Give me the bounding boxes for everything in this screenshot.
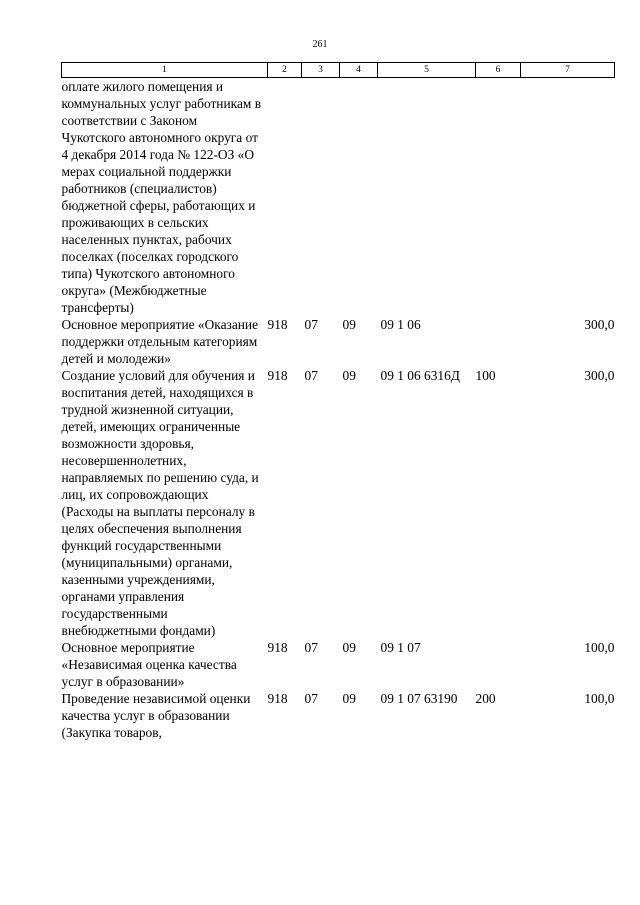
column-number: 2	[268, 63, 302, 78]
row-expense-type	[476, 78, 521, 317]
row-amount: 100,0	[584, 640, 615, 655]
table-row	[62, 690, 615, 741]
row-amount: 300,0	[584, 368, 615, 383]
row-section: 07	[304, 368, 318, 383]
row-section: 07	[304, 317, 318, 332]
row-gov-code: 918	[267, 640, 288, 655]
row-subsection	[340, 78, 378, 317]
table-row	[62, 367, 615, 639]
row-gov-code	[268, 78, 302, 317]
table-row	[62, 639, 615, 690]
column-number: 3	[302, 63, 340, 78]
page-number: 261	[312, 39, 328, 50]
row-gov-code: 918	[267, 368, 288, 383]
row-name: Проведение независимой оценки качества услуг в образовании (Закупка товаров,	[61, 691, 251, 740]
table-row	[62, 78, 615, 317]
row-target-code: 09 1 07	[380, 640, 421, 655]
row-section: 07	[304, 691, 318, 706]
row-section: 07	[304, 640, 318, 655]
row-target-code	[378, 78, 476, 317]
row-name: оплате жилого помещения и коммунальных услуг работникам в соответствии с Законом Чукотского автономного округа от 4 декабря 2014 года № 122-ОЗ «О мерах социальной поддержки работников (специалистов) бюджетной сферы, работающих и проживающих в сельских населенных пунктах, рабочих поселках (поселках городского типа) Чукотского автономного округа» (Межбюджетные трансферты)	[61, 79, 262, 315]
row-expense-type	[476, 316, 521, 367]
row-subsection: 09	[342, 691, 356, 706]
row-name: Основное мероприятие «Оказание поддержки отдельным категориям детей и молодежи»	[61, 317, 259, 366]
row-amount	[521, 78, 615, 317]
column-number: 5	[378, 63, 476, 78]
column-number: 6	[476, 63, 521, 78]
column-number-row	[62, 63, 615, 78]
row-target-code: 09 1 07 63190	[380, 691, 458, 706]
row-name: Основное мероприятие «Независимая оценка качества услуг в образовании»	[61, 640, 237, 689]
column-number: 7	[521, 63, 615, 78]
row-amount: 100,0	[584, 691, 615, 706]
budget-table	[61, 62, 615, 741]
column-number: 4	[340, 63, 378, 78]
row-expense-type	[476, 639, 521, 690]
row-subsection: 09	[342, 317, 356, 332]
table-row	[62, 316, 615, 367]
row-subsection: 09	[342, 368, 356, 383]
row-name: Создание условий для обучения и воспитания детей, находящихся в трудной жизненной ситуации, детей, имеющих ограниченные возможности здоровья, несовершеннолетних, направляемых по решению суда, и лиц, их сопровождающих (Расходы на выплаты персоналу в целях обеспечения выполнения функций государственными (муниципальными) органами, казенными учреждениями, органами управления государственными внебюджетными фондами)	[61, 368, 259, 638]
row-expense-type: 100	[475, 368, 496, 383]
row-subsection: 09	[342, 640, 356, 655]
row-section	[302, 78, 340, 317]
column-number: 1	[62, 63, 268, 78]
row-expense-type: 200	[475, 691, 496, 706]
row-amount: 300,0	[584, 317, 615, 332]
row-gov-code: 918	[267, 691, 288, 706]
row-gov-code: 918	[267, 317, 288, 332]
row-target-code: 09 1 06 6316Д	[380, 368, 460, 383]
row-target-code: 09 1 06	[380, 317, 421, 332]
